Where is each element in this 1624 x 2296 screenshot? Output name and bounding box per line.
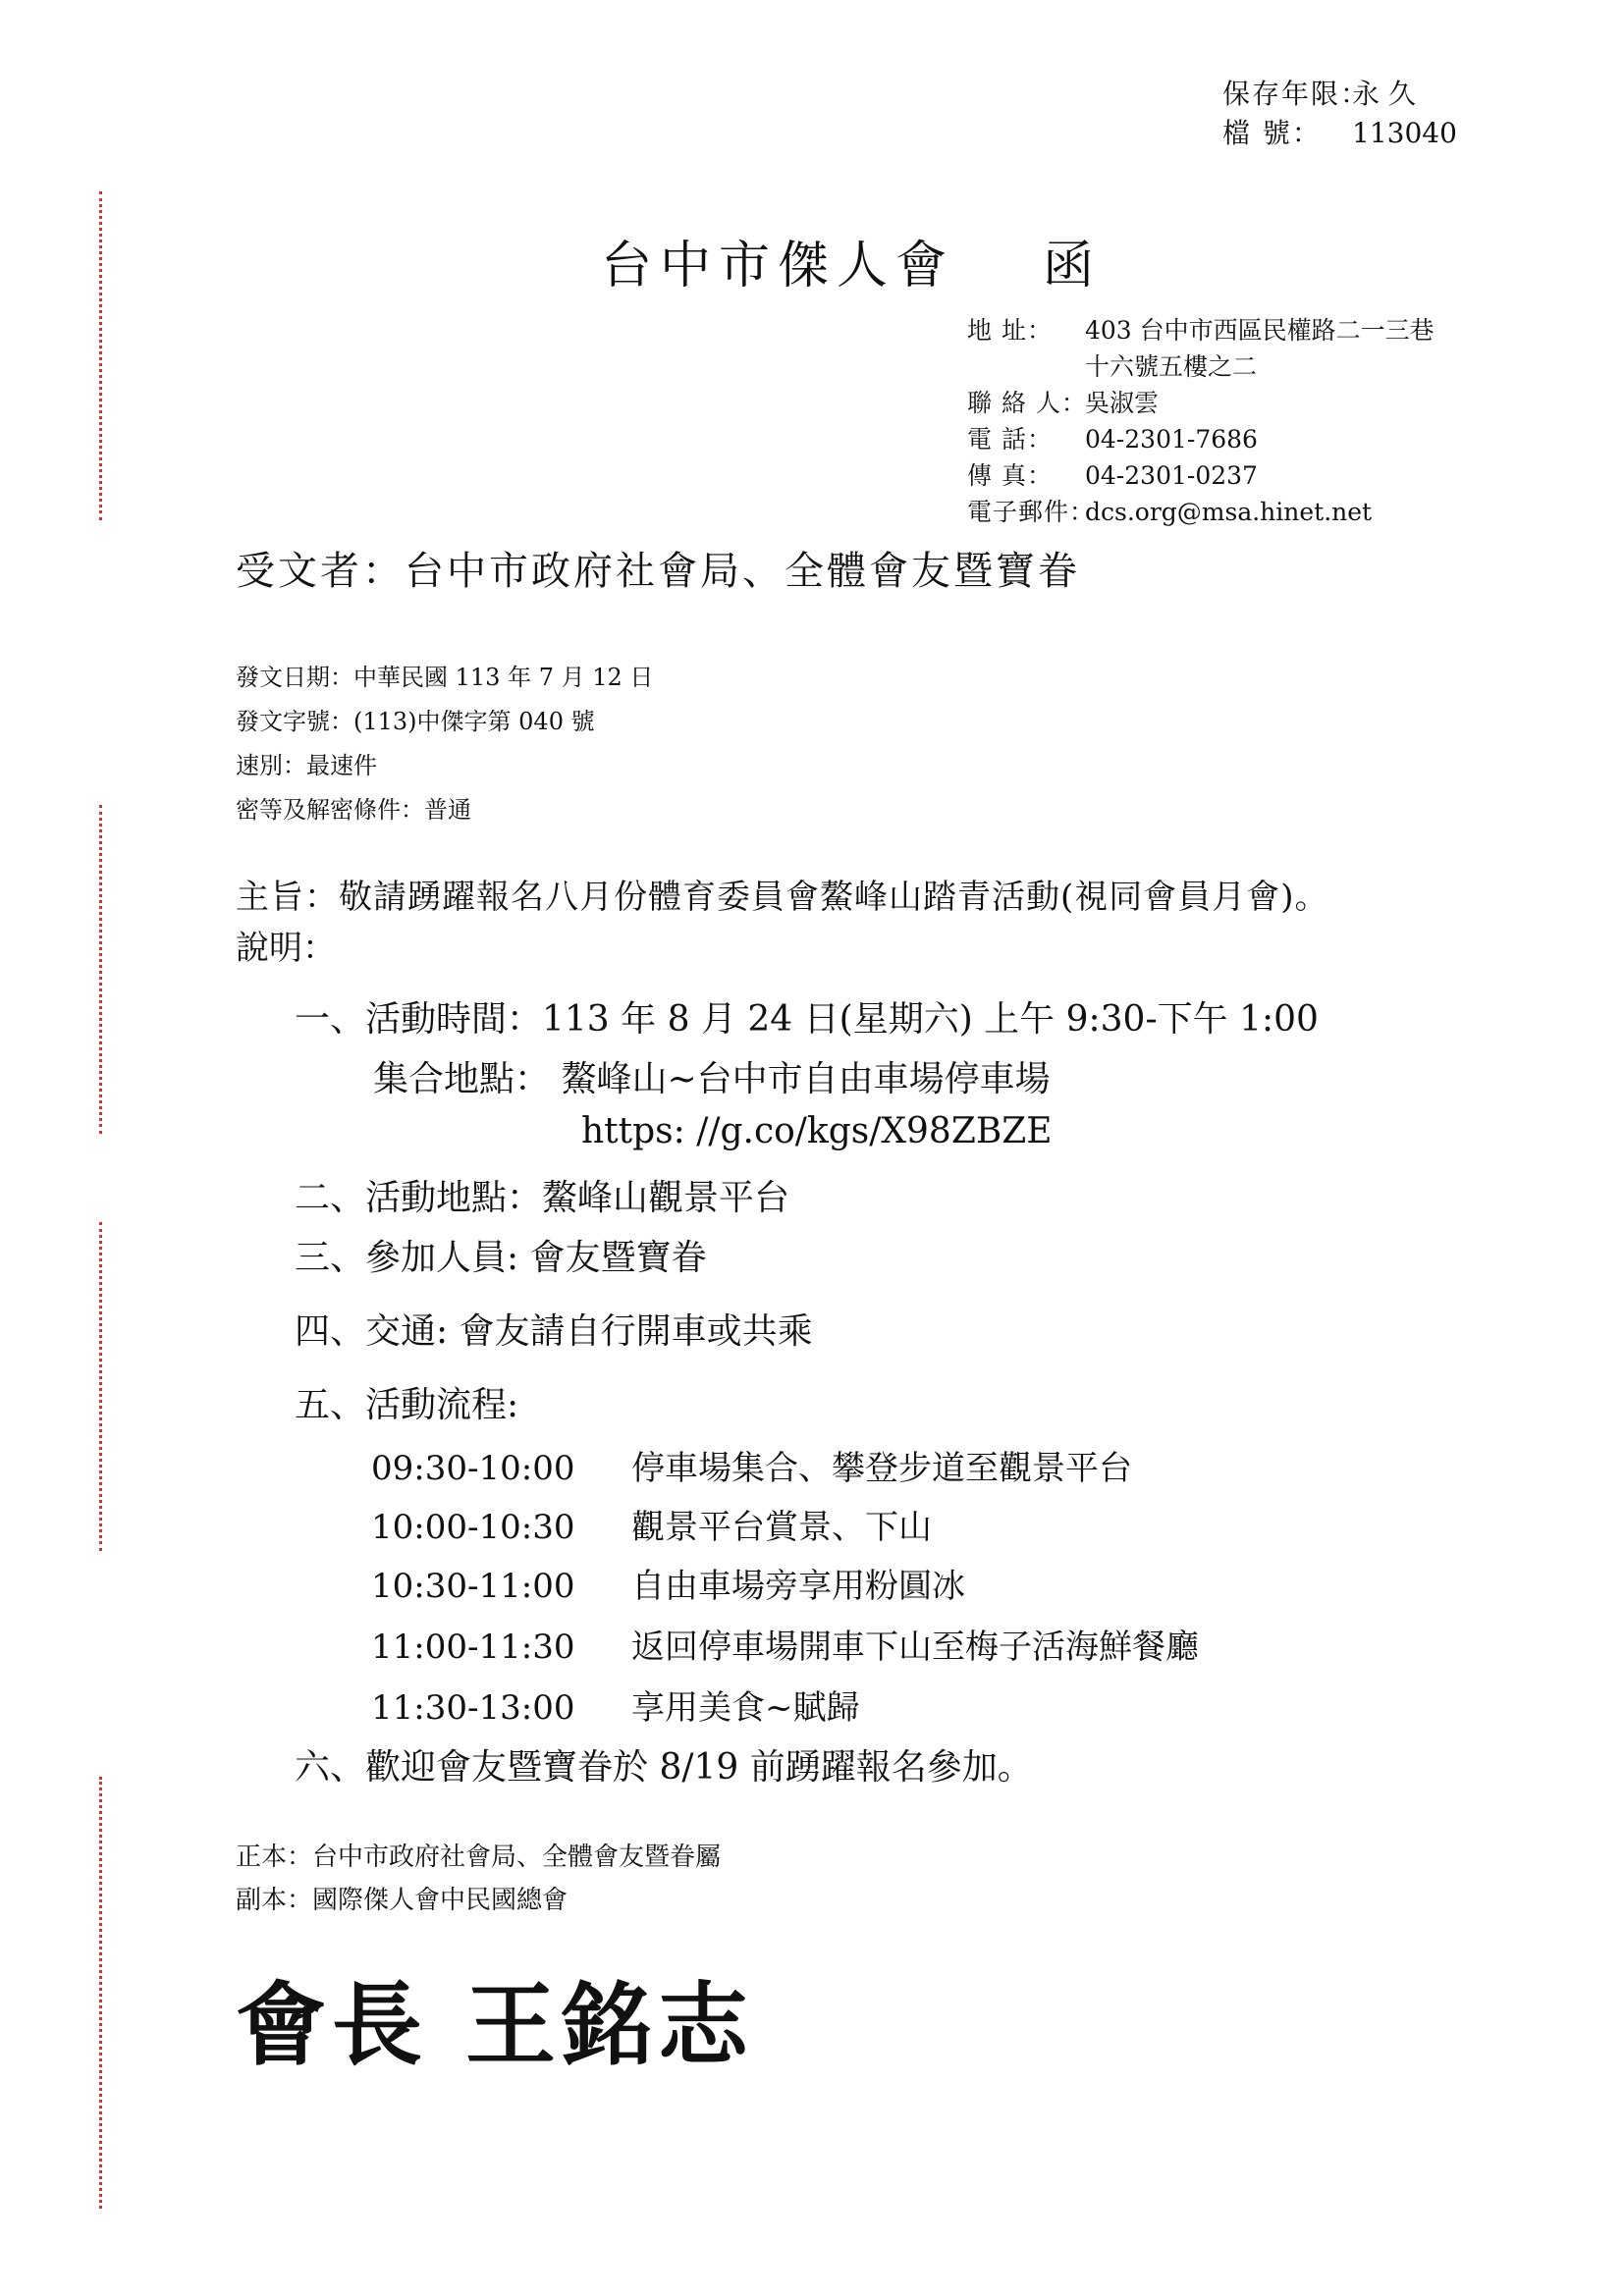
binding-mark <box>99 191 102 520</box>
email-value: dcs.org@msa.hinet.net <box>1085 498 1373 526</box>
schedule-time: 10:30-11:00 <box>371 1567 575 1606</box>
recipient: 受文者：台中市政府社會局、全體會友暨寶眷 <box>236 549 1080 594</box>
address-line1: 403 台中市西區民權路二一三巷 <box>1085 316 1435 345</box>
schedule-activity: 返回停車場開車下山至梅子活海鮮餐廳 <box>631 1628 1199 1667</box>
issue-number: 發文字號：(113)中傑字第 040 號 <box>236 708 595 735</box>
schedule-row <box>371 1441 1132 1489</box>
original-recipients: 正本：台中市政府社會局、全體會友暨眷屬 <box>236 1842 722 1872</box>
schedule-time: 10:00-10:30 <box>371 1508 575 1547</box>
document-title <box>601 224 1102 297</box>
schedule-time: 11:30-13:00 <box>371 1688 575 1728</box>
document-meta <box>236 656 653 832</box>
item-three: 三、參加人員: 會友暨寶眷 <box>295 1238 707 1278</box>
binding-mark <box>99 1222 102 1551</box>
schedule-row <box>371 1500 932 1548</box>
contact-value: 吳淑雲 <box>1085 389 1160 417</box>
item-four: 四、交通: 會友請自行開車或共乘 <box>295 1311 813 1352</box>
retention-block <box>1222 75 1457 153</box>
fax-value: 04-2301-0237 <box>1085 461 1258 490</box>
schedule-activity: 停車場集合、攀登步道至觀景平台 <box>631 1449 1132 1488</box>
fax-label: 傳 真： <box>967 461 1053 490</box>
main-body <box>236 872 1329 974</box>
explanation-label: 說明： <box>236 929 336 968</box>
binding-mark <box>99 805 102 1134</box>
retention-label: 保存年限： <box>1222 78 1371 110</box>
item-one: 一、活動時間：113 年 8 月 24 日(星期六) 上午 9:30-下午 1:00 <box>295 999 1319 1040</box>
president-signature: 會長 王銘志 <box>236 1973 755 2078</box>
email-label: 電子郵件： <box>967 498 1096 526</box>
schedule-time: 11:00-11:30 <box>371 1628 575 1667</box>
schedule-activity: 觀景平台賞景、下山 <box>631 1508 932 1547</box>
doc-type: 函 <box>1043 237 1103 295</box>
item-two: 二、活動地點：鰲峰山觀景平台 <box>295 1178 790 1218</box>
gathering-place: 集合地點： 鰲峰山~台中市自由車場停車場 <box>373 1059 1051 1099</box>
copy-recipients: 副本：國際傑人會中民國總會 <box>236 1886 568 1915</box>
schedule-row <box>371 1681 860 1729</box>
item-six: 六、歡迎會友暨寶眷於 8/19 前踴躍報名參加。 <box>295 1747 1033 1788</box>
speed-class: 速別：最速件 <box>236 752 377 779</box>
file-number-label: 檔 號： <box>1222 117 1322 149</box>
schedule-activity: 自由車場旁享用粉圓冰 <box>631 1567 965 1606</box>
phone-value: 04-2301-7686 <box>1085 425 1258 454</box>
map-link: https: //g.co/kgs/X98ZBZE <box>581 1111 1053 1151</box>
address-label: 地 址： <box>967 316 1053 345</box>
file-number-value: 113040 <box>1352 117 1457 149</box>
sender-info <box>967 312 1435 530</box>
schedule-row <box>371 1620 1199 1668</box>
issue-date: 發文日期：中華民國 113 年 7 月 12 日 <box>236 664 654 691</box>
retention-value: 永 久 <box>1352 78 1416 110</box>
address-line2: 十六號五樓之二 <box>1085 352 1258 381</box>
org-name: 台中市傑人會 <box>601 237 955 295</box>
secrecy-class: 密等及解密條件：普通 <box>236 796 471 824</box>
schedule-activity: 享用美食~賦歸 <box>631 1688 860 1728</box>
distribution-list <box>236 1836 721 1922</box>
schedule-row <box>371 1559 965 1607</box>
subject-line: 主旨：敬請踴躍報名八月份體育委員會鰲峰山踏青活動(視同會員月會)。 <box>236 878 1329 917</box>
phone-label: 電 話： <box>967 425 1053 454</box>
binding-mark <box>99 1777 102 2209</box>
schedule-time: 09:30-10:00 <box>371 1449 575 1488</box>
item-five: 五、活動流程: <box>295 1385 519 1425</box>
contact-label: 聯 絡 人： <box>967 389 1087 417</box>
